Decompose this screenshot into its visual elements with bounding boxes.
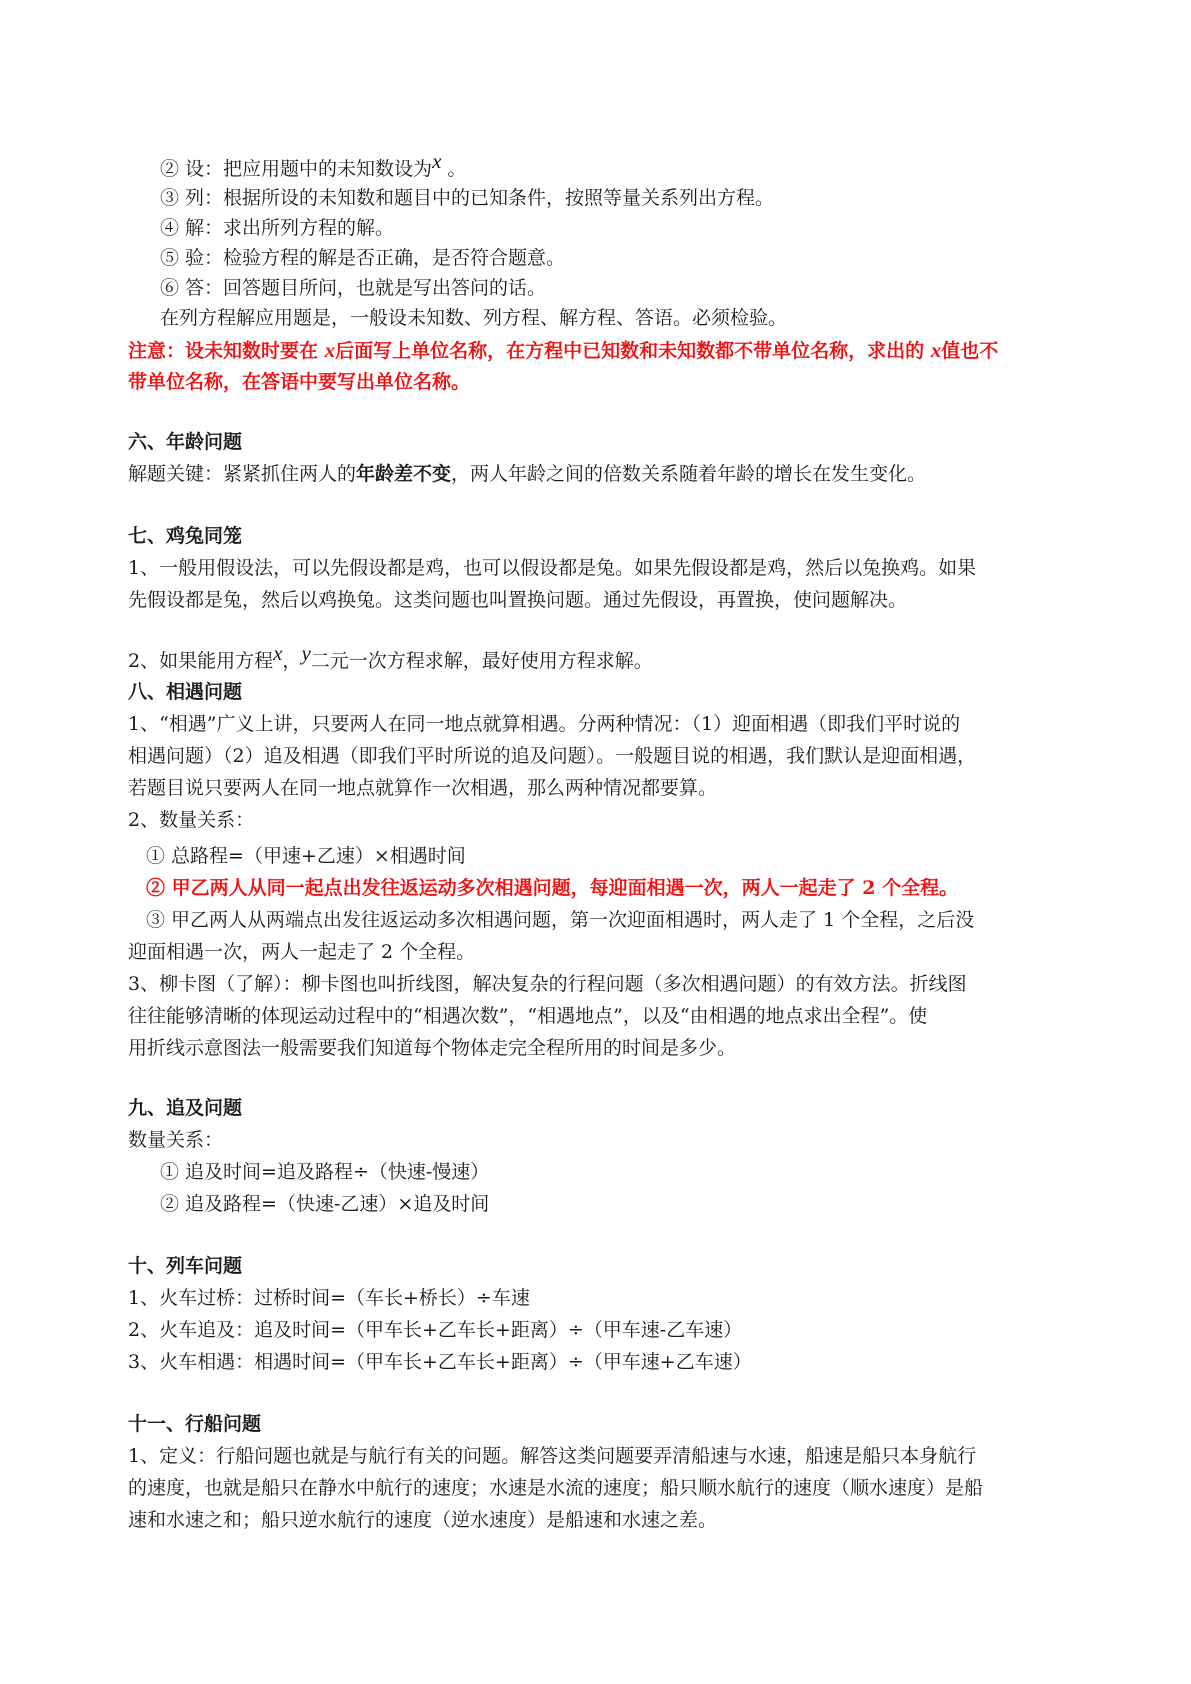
- boat-line-3: 速和水速之和；船只逆水航行的速度（逆水速度）是船速和水速之差。: [128, 1509, 718, 1531]
- boat-line-1: 1、定义：行船问题也就是与航行有关的问题。解答这类问题要弄清船速与水速，船速是船只本身航行: [128, 1445, 977, 1467]
- meeting-p1-line3: 若题目说只要两人在同一地点就算作一次相遇，那么两种情况都要算。: [128, 777, 718, 799]
- step-solve: ④ 解：求出所列方程的解。: [160, 217, 395, 239]
- section-title-boat: 十一、行船问题: [128, 1413, 262, 1435]
- chase-formula-1: ① 追及时间=追及路程÷（快速-慢速）: [160, 1161, 490, 1183]
- section-title-chase: 九、追及问题: [128, 1097, 243, 1119]
- train-line-3: 3、火车相遇：相遇时间=（甲车长+乙车长+距离）÷（甲车速+乙车速）: [128, 1351, 752, 1373]
- step-list: ③ 列：根据所设的未知数和题目中的已知条件，按照等量关系列出方程。: [160, 187, 775, 209]
- chase-formula-2: ② 追及路程=（快速-乙速）×追及时间: [160, 1193, 490, 1215]
- meeting-formula-3-line1: ③ 甲乙两人从两端点出发往返运动多次相遇问题，第一次迎面相遇时，两人走了 1 个全程，之后没: [146, 909, 975, 931]
- section-title-train: 十、列车问题: [128, 1255, 243, 1277]
- chicken-rabbit-p2: [128, 641, 1078, 677]
- step-verify: ⑤ 验：检验方程的解是否正确，是否符合题意。: [160, 247, 566, 269]
- boat-line-2: 的速度，也就是船只在静水中航行的速度；水速是水流的速度；船只顺水航行的速度（顺水速度）是船: [128, 1477, 984, 1499]
- chicken-rabbit-p1-line1: 1、一般用假设法，可以先假设都是鸡，也可以假设都是兔。如果先假设都是鸡，然后以兔换鸡。如果: [128, 557, 977, 579]
- train-line-1: 1、火车过桥：过桥时间=（车长+桥长）÷车速: [128, 1287, 530, 1309]
- age-text: ，两人年龄之间的倍数关系随着年龄的增长在发生变化。: [451, 463, 927, 485]
- meeting-p3-line3: 用折线示意图法一般需要我们知道每个物体走完全程所用的时间是多少。: [128, 1037, 737, 1059]
- step-set: [160, 149, 1110, 185]
- age-text: 解题关键：紧紧抓住两人的: [128, 463, 357, 485]
- steps-summary: 在列方程解应用题是，一般设未知数、列方程、解方程、答语。必须检验。: [160, 307, 788, 329]
- meeting-formula-1: ① 总路程=（甲速+乙速）×相遇时间: [146, 845, 466, 867]
- meeting-p3-line1: 3、柳卡图（了解）：柳卡图也叫折线图，解决复杂的行程问题（多次相遇问题）的有效方法。折线图: [128, 973, 967, 995]
- age-key-term: 年龄差不变: [356, 463, 452, 485]
- chicken-rabbit-p1-line2: 先假设都是兔，然后以鸡换兔。这类问题也叫置换问题。通过先假设，再置换，使问题解决。: [128, 589, 908, 611]
- variable-x: x: [273, 641, 283, 665]
- variable-y: y: [301, 641, 311, 665]
- variable-x: x: [432, 149, 442, 173]
- section-title-meeting: 八、相遇问题: [128, 681, 243, 703]
- step-text-end: 。: [441, 158, 467, 180]
- meeting-p2: 2、数量关系：: [128, 809, 255, 831]
- section-title-chicken-rabbit: 七、鸡兔同笼: [128, 525, 243, 547]
- text: ，: [282, 650, 302, 672]
- note-text: 后面写上单位名称，在方程中已知数和未知数都不带单位名称，求出的: [335, 340, 931, 362]
- note-line-2: 带单位名称，在答语中要写出单位名称。: [128, 371, 471, 393]
- meeting-p3-line2: 往往能够清晰的体现运动过程中的“相遇次数”，“相遇地点”，以及“由相遇的地点求出全程”。使: [128, 1005, 928, 1027]
- note-label: 注意：: [128, 340, 186, 362]
- text: 二元一次方程求解，最好使用方程求解。: [310, 650, 653, 672]
- section-title-age: 六、年龄问题: [128, 431, 243, 453]
- note-text: 设未知数时要在: [185, 340, 325, 362]
- chase-label: 数量关系：: [128, 1129, 224, 1151]
- meeting-p1-line1: 1、“相遇”广义上讲，只要两人在同一地点就算相遇。分两种情况：（1）迎面相遇（即我们平时说的: [128, 713, 961, 735]
- meeting-p1-line2: 相遇问题）（2）追及相遇（即我们平时所说的追及问题）。一般题目说的相遇，我们默认是迎面相遇，: [128, 745, 977, 767]
- train-line-2: 2、火车追及：追及时间=（甲车长+乙车长+距离）÷（甲车速-乙车速）: [128, 1319, 743, 1341]
- step-number: ②: [160, 158, 180, 180]
- meeting-formula-2: ② 甲乙两人从同一起点出发往返运动多次相遇问题，每迎面相遇一次，两人一起走了 2 个全程。: [146, 877, 959, 899]
- variable-x: x: [930, 338, 942, 362]
- note-line-1: [128, 334, 1078, 367]
- text: 2、如果能用方程: [128, 650, 274, 672]
- step-text: 设：把应用题中的未知数设为: [179, 158, 433, 180]
- age-paragraph: [128, 458, 1078, 490]
- meeting-formula-3-line2: 迎面相遇一次，两人一起走了 2 个全程。: [128, 941, 476, 963]
- variable-x: x: [324, 338, 336, 362]
- step-answer: ⑥ 答：回答题目所问，也就是写出答问的话。: [160, 277, 547, 299]
- note-text: 值也不: [941, 340, 999, 362]
